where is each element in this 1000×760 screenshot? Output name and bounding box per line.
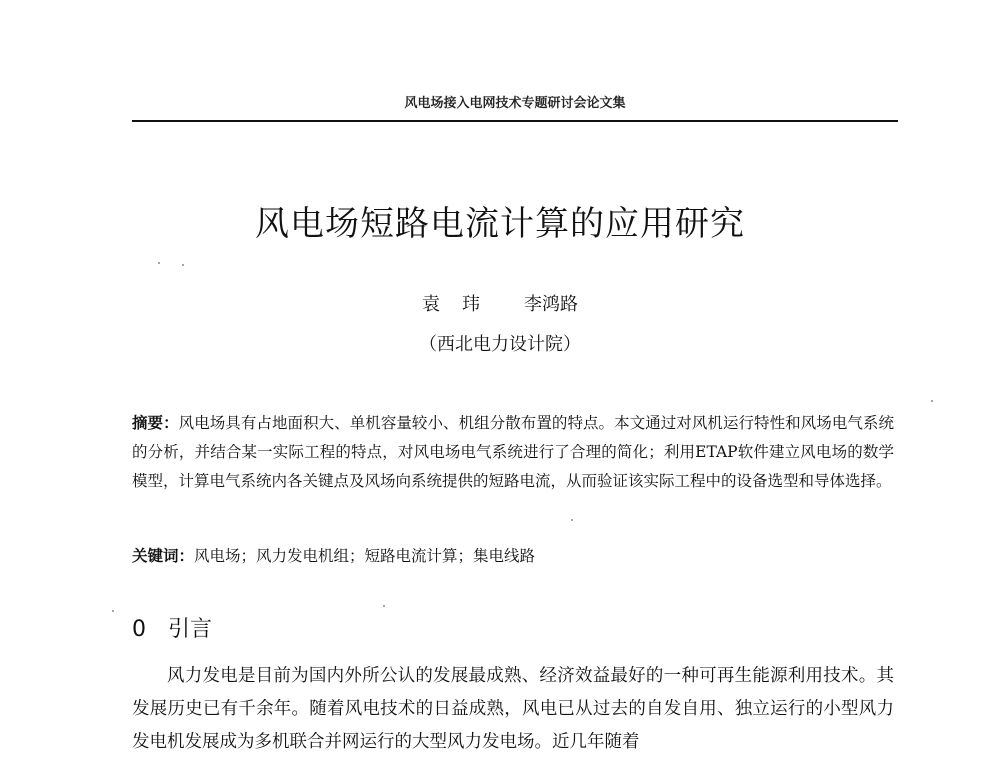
scan-speck: [383, 605, 385, 607]
running-header: 风电场接入电网技术专题研讨会论文集: [404, 96, 626, 111]
keywords-label: 关键词：: [132, 546, 195, 565]
author-name: 袁玮: [422, 294, 502, 315]
paper-title: 风电场短路电流计算的应用研究: [255, 204, 745, 244]
body-text: [132, 660, 894, 759]
author-name: 李鸿路: [524, 294, 578, 315]
section-title: 引言: [168, 617, 213, 642]
section-heading: [132, 612, 212, 643]
header-rule: [132, 120, 898, 122]
keywords-text: 风电场；风力发电机组；短路电流计算；集电线路: [194, 547, 536, 565]
authors: [0, 290, 1000, 316]
abstract-text: 风电场具有占地面积大、单机容量较小、机组分散布置的特点。本文通过对风机运行特性和风场电气系统的分析，并结合某一实际工程的特点，对风电场电气系统进行了合理的简化；利用ETAP软件建立风电场的数学模型，计算电气系统内各关键点及风场向系统提供的短路电流，从而验证该实际工程中的设备选型和导体选择。: [132, 414, 894, 490]
keywords: [132, 541, 894, 571]
scan-speck: [158, 262, 160, 264]
abstract: [132, 408, 894, 496]
section-number: 0: [132, 617, 146, 642]
scan-speck: [112, 610, 114, 612]
affiliation: （西北电力设计院）: [419, 334, 581, 355]
abstract-label: 摘要：: [132, 413, 179, 432]
paragraph: 风力发电是目前为国内外所公认的发展最成熟、经济效益最好的一种可再生能源利用技术。其发展历史已有千余年。随着风电技术的日益成熟，风电已从过去的自发自用、独立运行的小型风力发电机发展成为多机联合并网运行的大型风力发电场。近几年随着: [132, 666, 894, 752]
scan-speck: [931, 400, 933, 402]
scan-speck: [182, 264, 184, 266]
scan-speck: [571, 519, 573, 521]
